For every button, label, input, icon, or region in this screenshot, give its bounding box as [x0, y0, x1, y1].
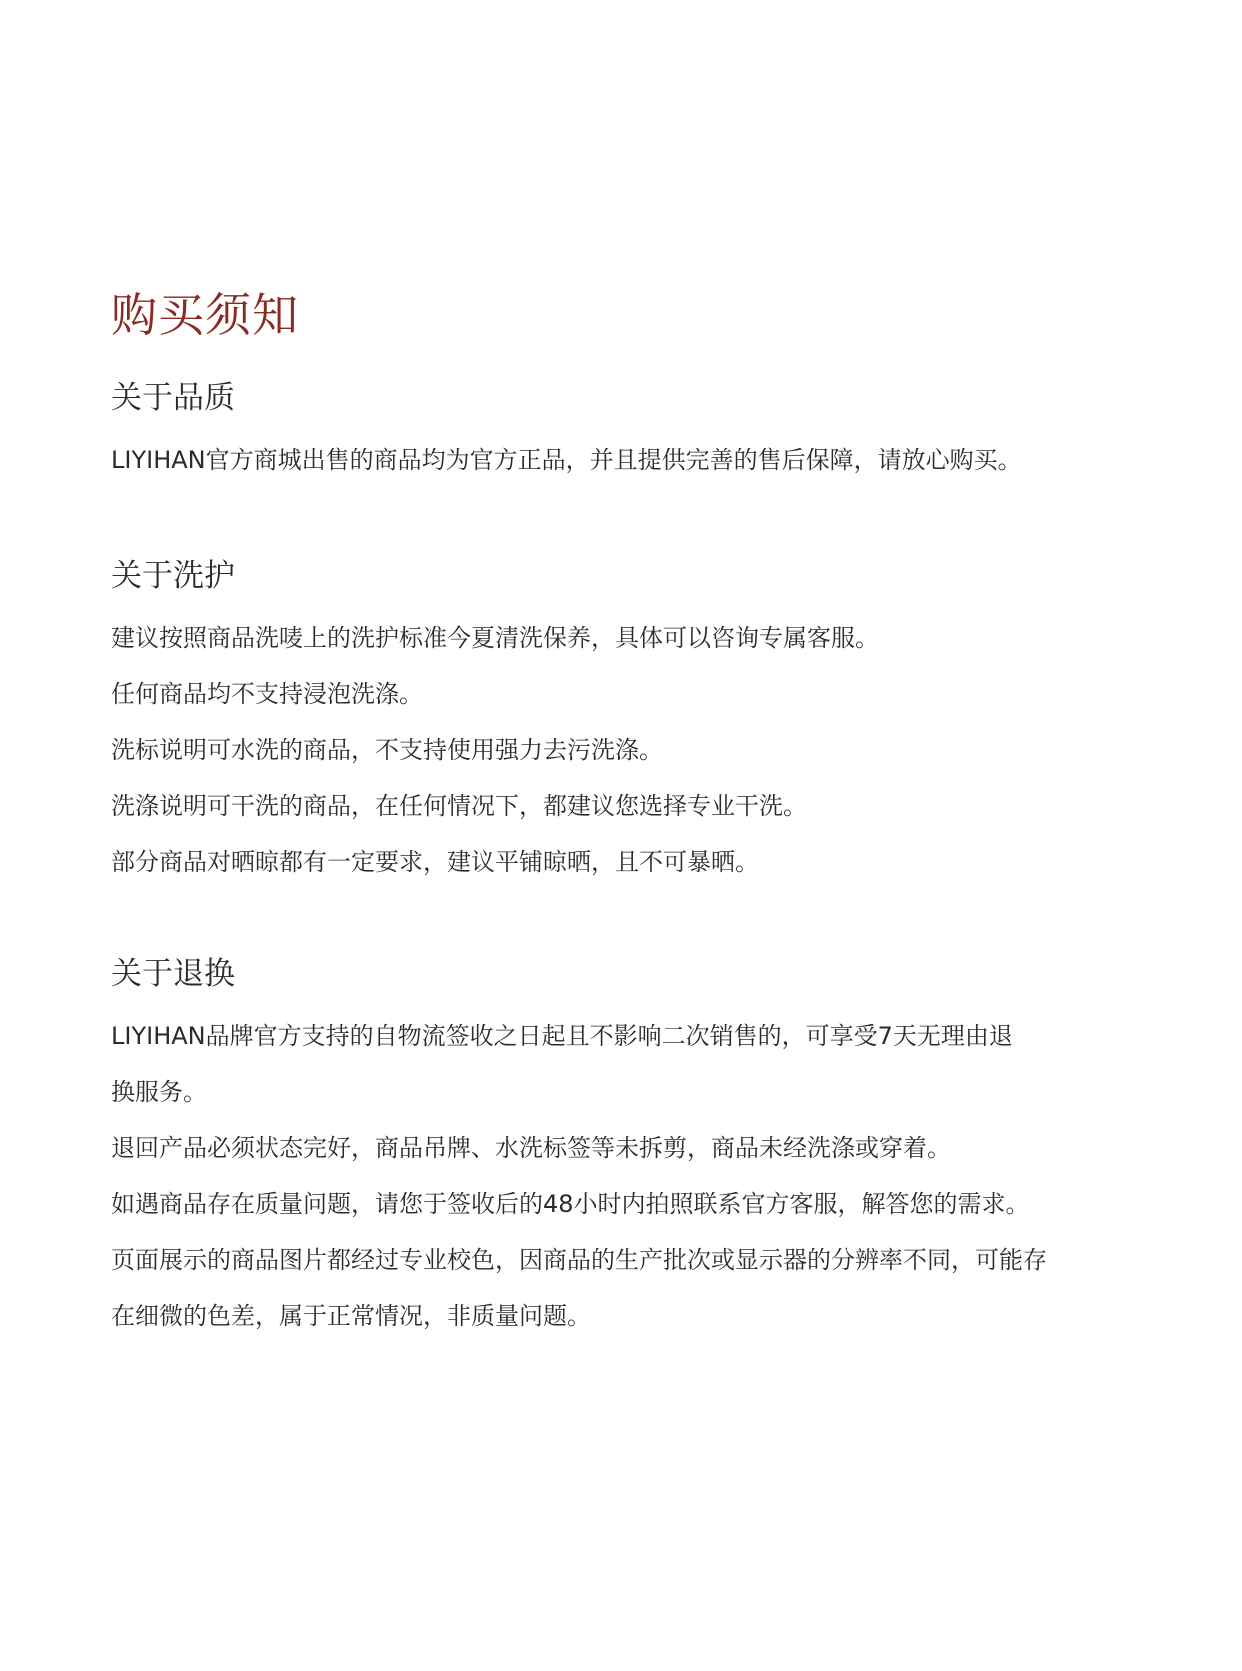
paragraph: 部分商品对晒晾都有一定要求，建议平铺晾晒，且不可暴晒。	[111, 848, 759, 876]
paragraph: 洗标说明可水洗的商品，不支持使用强力去污洗涤。	[111, 736, 663, 764]
paragraph: 如遇商品存在质量问题，请您于签收后的48小时内拍照联系官方客服，解答您的需求。	[111, 1190, 1030, 1218]
paragraph: 建议按照商品洗唛上的洗护标准今夏清洗保养，具体可以咨询专属客服。	[111, 624, 879, 652]
page-title: 购买须知	[111, 288, 299, 342]
paragraph: 洗涤说明可干洗的商品，在任何情况下，都建议您选择专业干洗。	[111, 792, 807, 820]
section-returns	[111, 952, 1171, 1344]
section-heading-returns: 关于退换	[111, 956, 235, 992]
paragraph: 退回产品必须状态完好，商品吊牌、水洗标签等未拆剪，商品未经洗涤或穿着。	[111, 1134, 951, 1162]
section-care	[111, 554, 1171, 952]
paragraph: LIYIHAN官方商城出售的商品均为官方正品，并且提供完善的售后保障，请放心购买。	[111, 446, 1022, 474]
purchase-notice	[111, 282, 1171, 1344]
paragraph: LIYIHAN品牌官方支持的自物流签收之日起且不影响二次销售的，可享受7天无理由退 换服务。	[111, 1022, 1013, 1106]
paragraph: 页面展示的商品图片都经过专业校色，因商品的生产批次或显示器的分辨率不同，可能存 在细微的色差，属于正常情况，非质量问题。	[111, 1246, 1047, 1330]
section-heading-quality: 关于品质	[111, 380, 235, 416]
section-quality	[111, 376, 1171, 554]
section-heading-care: 关于洗护	[111, 558, 235, 594]
paragraph: 任何商品均不支持浸泡洗涤。	[111, 680, 423, 708]
